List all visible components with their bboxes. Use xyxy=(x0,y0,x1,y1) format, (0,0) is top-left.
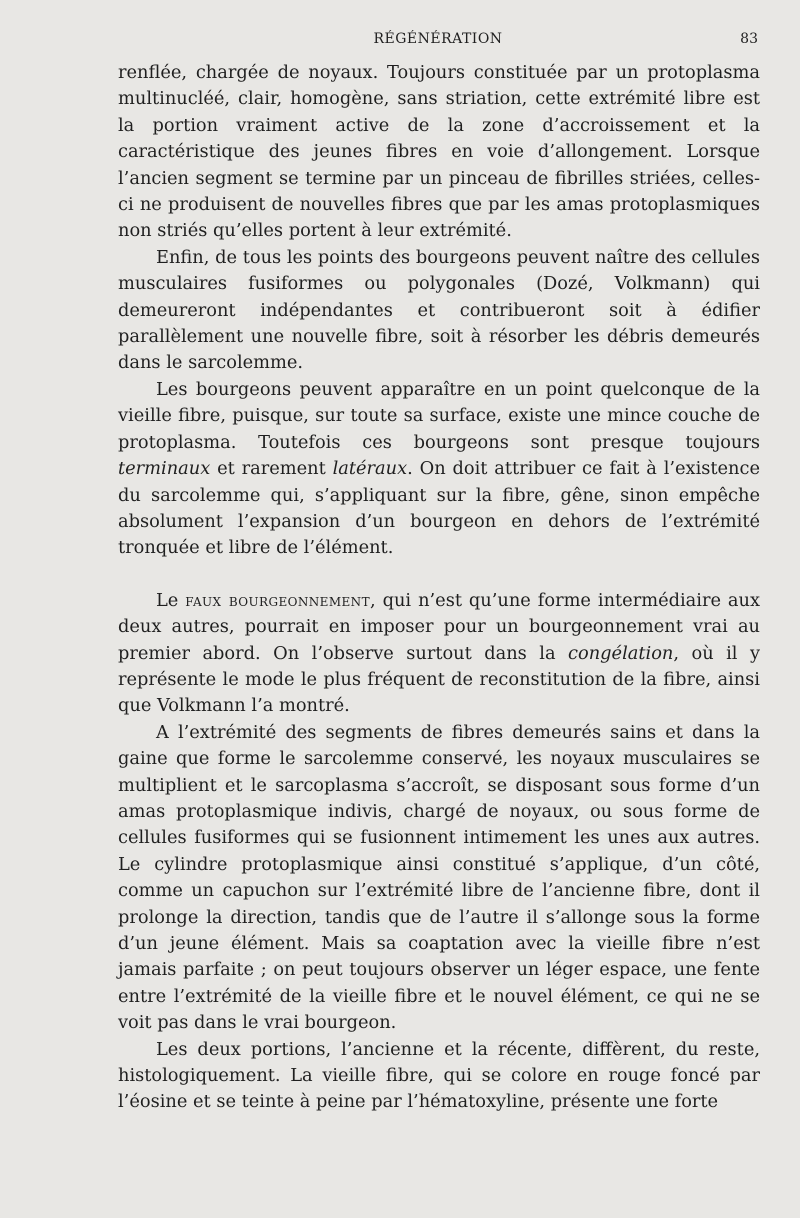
paragraph-3-text-b: et rarement xyxy=(210,458,333,480)
paragraph-4-text-a: Le xyxy=(156,589,186,611)
paragraph-4 xyxy=(118,588,760,720)
paragraph-1: renflée, chargée de noyaux. Toujours constituée par un protoplasma multinucléé, clair, homogène, sans striation, cette extrémité libre est la portion vraiment active de la zone d’accroissement et la caractéristique des jeunes fibres en voie d’allongement. Lorsque l’ancien segment se termine par un pinceau de fibrilles striées, celles-ci ne produisent de nouvelles fibres que par les amas protoplasmiques non striés qu’elles portent à leur extrémité. xyxy=(118,62,760,242)
paragraph-2: Enfin, de tous les points des bourgeons peuvent naître des cellules musculaires fusiformes ou polygonales (Dozé, Volkmann) qui demeureront indépendantes et contribueront soit à édifier parallèlement une nouvelle fibre, soit à résorber les débris demeurés dans le sarcolemme. xyxy=(118,246,760,374)
term-terminaux: terminaux xyxy=(118,458,211,480)
term-faux-bourgeonnement: faux bourgeonnement xyxy=(185,589,370,611)
body-text xyxy=(118,60,760,1116)
paragraph-3-text-a: Les bourgeons peuvent apparaître en un point quelconque de la vieille fibre, puisque, sur toute sa surface, existe une mince couche de protoplasma. Toutefois ces bourgeons sont presque toujours xyxy=(118,378,760,453)
paragraph-4-text-c: , où il y représente le mode le plus fréquent de reconstitution de la fibre, ainsi que Volkmann l’a montré. xyxy=(118,642,761,717)
page-number: 83 xyxy=(740,31,758,47)
paragraph-3 xyxy=(118,377,760,562)
term-congelation: congélation xyxy=(568,642,674,664)
page-header xyxy=(118,28,758,52)
paragraph-4-text-b: , qui n’est qu’une forme intermédiaire aux deux autres, pourrait en imposer pour un bourgeonnement vrai au premier abord. On l’observe surtout dans la xyxy=(118,589,761,664)
paragraph-3-text-c: . On doit attribuer ce fait à l’existence du sarcolemme qui, s’appliquant sur la fibre, gêne, sinon empêche absolument l’expansion d’un bourgeon en dehors de l’extrémité tronquée et libre de l’élément. xyxy=(118,458,760,559)
running-title: RÉGÉNÉRATION xyxy=(373,31,503,47)
paragraph-6: Les deux portions, l’ancienne et la récente, diffèrent, du reste, histologiquement. La vieille fibre, qui se colore en rouge foncé par l’éosine et se teinte à peine par l’hématoxyline, présente une forte xyxy=(118,1038,760,1113)
term-lateraux: latéraux xyxy=(332,458,408,480)
paragraph-5: A l’extrémité des segments de fibres demeurés sains et dans la gaine que forme le sarcolemme conservé, les noyaux musculaires se multiplient et le sarcoplasma s’accroît, se disposant sous forme d’un amas protoplasmique indivis, chargé de noyaux, ou sous forme de cellules fusiformes qui se fusionnent intimement les unes aux autres. Le cylindre protoplasmique ainsi constitué s’applique, d’un côté, comme un capuchon sur l’extrémité libre de l’ancienne fibre, dont il prolonge la direction, tandis que de l’autre il s’allonge sous la forme d’un jeune élément. Mais sa coaptation avec la vieille fibre n’est jamais parfaite ; on peut toujours observer un léger espace, une fente entre l’extrémité de la vieille fibre et le nouvel élément, ce qui ne se voit pas dans le vrai bourgeon. xyxy=(118,721,760,1034)
